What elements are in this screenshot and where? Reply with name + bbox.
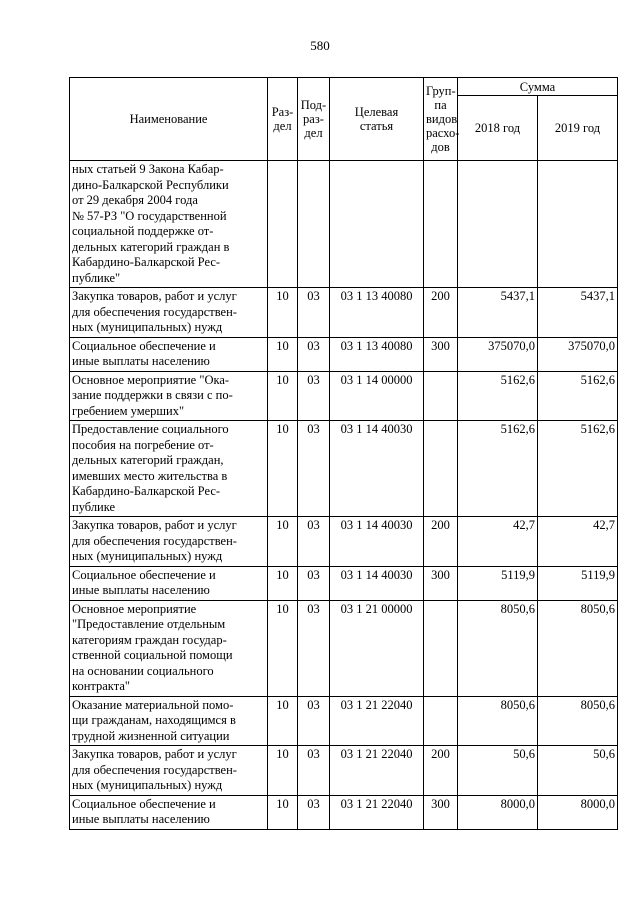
row-expense-group-cell bbox=[424, 161, 458, 288]
row-sum-2018-cell: 8000,0 bbox=[458, 795, 538, 829]
header-sum: Сумма bbox=[458, 78, 618, 96]
row-razdel-cell: 10 bbox=[268, 288, 298, 338]
row-sum-2019-cell: 8050,6 bbox=[538, 600, 618, 696]
table-row bbox=[70, 337, 618, 371]
row-podrazdel-cell: 03 bbox=[298, 566, 330, 600]
table-row bbox=[70, 371, 618, 421]
row-razdel-cell: 10 bbox=[268, 795, 298, 829]
row-expense-group-cell: 200 bbox=[424, 746, 458, 796]
row-razdel-cell: 10 bbox=[268, 421, 298, 517]
row-target-article-cell: 03 1 13 40080 bbox=[330, 288, 424, 338]
row-expense-group-cell bbox=[424, 371, 458, 421]
row-podrazdel-cell: 03 bbox=[298, 517, 330, 567]
table-row bbox=[70, 517, 618, 567]
table-row bbox=[70, 566, 618, 600]
row-sum-2019-cell bbox=[538, 161, 618, 288]
row-target-article-cell: 03 1 14 40030 bbox=[330, 566, 424, 600]
row-sum-2019-cell: 5119,9 bbox=[538, 566, 618, 600]
row-name-cell: Закупка товаров, работ и услуг для обеспечения государствен- ных (муниципальных) нужд bbox=[70, 517, 268, 567]
header-podrazdel: Под- раз- дел bbox=[298, 78, 330, 161]
row-razdel-cell: 10 bbox=[268, 566, 298, 600]
row-sum-2019-cell: 50,6 bbox=[538, 746, 618, 796]
row-razdel-cell: 10 bbox=[268, 696, 298, 746]
row-target-article-cell bbox=[330, 161, 424, 288]
row-podrazdel-cell bbox=[298, 161, 330, 288]
table-row bbox=[70, 600, 618, 696]
row-sum-2018-cell: 42,7 bbox=[458, 517, 538, 567]
table-row bbox=[70, 288, 618, 338]
row-sum-2018-cell: 8050,6 bbox=[458, 600, 538, 696]
row-name-cell: Предоставление социального пособия на погребение от- дельных категорий граждан, имевших место жительства в Кабардино-Балкарской Рес- публике bbox=[70, 421, 268, 517]
row-razdel-cell: 10 bbox=[268, 337, 298, 371]
header-target-article: Целевая статья bbox=[330, 78, 424, 161]
row-razdel-cell: 10 bbox=[268, 371, 298, 421]
row-target-article-cell: 03 1 14 00000 bbox=[330, 371, 424, 421]
row-podrazdel-cell: 03 bbox=[298, 371, 330, 421]
row-podrazdel-cell: 03 bbox=[298, 696, 330, 746]
header-year-2018: 2018 год bbox=[458, 96, 538, 161]
header-razdel: Раз- дел bbox=[268, 78, 298, 161]
row-target-article-cell: 03 1 13 40080 bbox=[330, 337, 424, 371]
header-name: Наименование bbox=[70, 78, 268, 161]
table-row bbox=[70, 421, 618, 517]
row-sum-2018-cell: 50,6 bbox=[458, 746, 538, 796]
table-row bbox=[70, 696, 618, 746]
row-sum-2018-cell: 5119,9 bbox=[458, 566, 538, 600]
row-name-cell: Закупка товаров, работ и услуг для обеспечения государствен- ных (муниципальных) нужд bbox=[70, 288, 268, 338]
row-sum-2019-cell: 375070,0 bbox=[538, 337, 618, 371]
row-target-article-cell: 03 1 21 00000 bbox=[330, 600, 424, 696]
row-name-cell: Закупка товаров, работ и услуг для обеспечения государствен- ных (муниципальных) нужд bbox=[70, 746, 268, 796]
header-year-2019: 2019 год bbox=[538, 96, 618, 161]
row-razdel-cell bbox=[268, 161, 298, 288]
row-name-cell: Оказание материальной помо- щи гражданам, находящимся в трудной жизненной ситуации bbox=[70, 696, 268, 746]
row-name-cell: Основное мероприятие "Ока- зание поддержки в связи с по- гребением умерших" bbox=[70, 371, 268, 421]
row-expense-group-cell bbox=[424, 600, 458, 696]
table-row bbox=[70, 746, 618, 796]
row-razdel-cell: 10 bbox=[268, 600, 298, 696]
row-name-cell: Социальное обеспечение и иные выплаты населению bbox=[70, 337, 268, 371]
row-target-article-cell: 03 1 21 22040 bbox=[330, 746, 424, 796]
row-sum-2019-cell: 42,7 bbox=[538, 517, 618, 567]
row-expense-group-cell: 300 bbox=[424, 795, 458, 829]
row-expense-group-cell bbox=[424, 696, 458, 746]
header-expense-group: Груп- па видов расхо- дов bbox=[424, 78, 458, 161]
row-podrazdel-cell: 03 bbox=[298, 746, 330, 796]
row-expense-group-cell: 200 bbox=[424, 288, 458, 338]
row-podrazdel-cell: 03 bbox=[298, 288, 330, 338]
row-podrazdel-cell: 03 bbox=[298, 600, 330, 696]
row-sum-2019-cell: 5162,6 bbox=[538, 371, 618, 421]
row-sum-2018-cell bbox=[458, 161, 538, 288]
table-body bbox=[70, 161, 618, 830]
table-row bbox=[70, 795, 618, 829]
row-target-article-cell: 03 1 14 40030 bbox=[330, 517, 424, 567]
row-sum-2018-cell: 5162,6 bbox=[458, 421, 538, 517]
budget-table bbox=[69, 77, 618, 830]
row-podrazdel-cell: 03 bbox=[298, 421, 330, 517]
row-sum-2018-cell: 5162,6 bbox=[458, 371, 538, 421]
row-name-cell: Социальное обеспечение и иные выплаты населению bbox=[70, 566, 268, 600]
row-sum-2019-cell: 8000,0 bbox=[538, 795, 618, 829]
row-razdel-cell: 10 bbox=[268, 746, 298, 796]
row-target-article-cell: 03 1 21 22040 bbox=[330, 696, 424, 746]
table-header bbox=[70, 78, 618, 161]
row-sum-2019-cell: 5437,1 bbox=[538, 288, 618, 338]
row-expense-group-cell: 300 bbox=[424, 566, 458, 600]
row-target-article-cell: 03 1 21 22040 bbox=[330, 795, 424, 829]
page-number: 580 bbox=[310, 38, 330, 53]
row-name-cell: ных статьей 9 Закона Кабар- дино-Балкарской Республики от 29 декабря 2004 года № 57-РЗ "О государственной социальной поддержке от- дельных категорий граждан в Кабардино-Балкарской Рес- публике" bbox=[70, 161, 268, 288]
row-expense-group-cell bbox=[424, 421, 458, 517]
table-row bbox=[70, 161, 618, 288]
row-expense-group-cell: 300 bbox=[424, 337, 458, 371]
row-name-cell: Основное мероприятие "Предоставление отдельным категориям граждан государ- ственной социальной помощи на основании социального контракта" bbox=[70, 600, 268, 696]
row-sum-2019-cell: 8050,6 bbox=[538, 696, 618, 746]
row-sum-2018-cell: 375070,0 bbox=[458, 337, 538, 371]
row-sum-2018-cell: 8050,6 bbox=[458, 696, 538, 746]
row-expense-group-cell: 200 bbox=[424, 517, 458, 567]
row-podrazdel-cell: 03 bbox=[298, 337, 330, 371]
row-name-cell: Социальное обеспечение и иные выплаты населению bbox=[70, 795, 268, 829]
row-sum-2019-cell: 5162,6 bbox=[538, 421, 618, 517]
row-podrazdel-cell: 03 bbox=[298, 795, 330, 829]
row-target-article-cell: 03 1 14 40030 bbox=[330, 421, 424, 517]
row-sum-2018-cell: 5437,1 bbox=[458, 288, 538, 338]
row-razdel-cell: 10 bbox=[268, 517, 298, 567]
